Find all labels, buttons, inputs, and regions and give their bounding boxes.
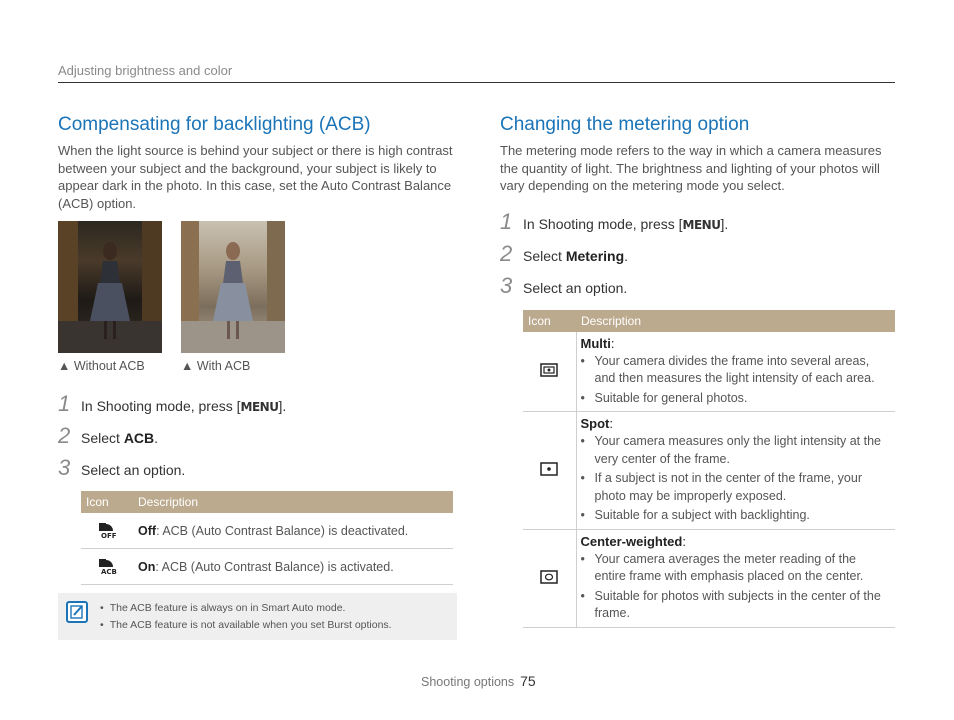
step-1 xyxy=(58,391,458,423)
option-on-desc: : ACB (Auto Contrast Balance) is activated. xyxy=(155,559,394,574)
note-icon xyxy=(66,601,88,623)
caption-with-acb: ▲ With ACB xyxy=(181,359,251,373)
step-2 xyxy=(58,423,458,455)
acb-steps xyxy=(58,391,458,487)
step-number: 3 xyxy=(500,272,513,298)
bullet-text: Your camera measures only the light intensity at the very center of the frame. xyxy=(594,434,881,466)
metering-steps xyxy=(500,209,895,305)
menu-key: MENU xyxy=(682,217,721,232)
list-item: • Your camera averages the meter reading of the entire frame with emphasis placed on the center. xyxy=(581,551,891,586)
option-off-desc: : ACB (Auto Contrast Balance) is deactivated. xyxy=(156,523,409,538)
photo-with-acb xyxy=(181,221,285,373)
without-acb-image xyxy=(58,221,162,353)
table-row: Center-weighted: • Your camera averages the meter reading of the entire frame with emphasis placed on the center. • Suitable for photos with subjects in the center of the frame. xyxy=(523,529,895,627)
section-header: Adjusting brightness and color xyxy=(58,63,233,78)
column-header-description: Description xyxy=(576,310,895,332)
option-name: Metering xyxy=(565,247,625,264)
svg-text:OFF: OFF xyxy=(101,532,117,539)
step-text: In Shooting mode, press [ xyxy=(81,398,241,414)
header-divider xyxy=(58,82,895,83)
list-item: • Suitable for photos with subjects in the center of the frame. xyxy=(581,588,891,623)
option-name: ACB xyxy=(123,430,155,446)
step-number: 2 xyxy=(58,423,71,448)
table-row xyxy=(81,549,453,585)
option-on-label: On xyxy=(138,559,156,574)
column-header-icon: Icon xyxy=(523,310,576,332)
step-text: Select an option. xyxy=(81,462,186,478)
column-header-icon: Icon xyxy=(81,491,133,513)
acb-title: Compensating for backlighting (ACB) xyxy=(58,114,371,135)
page-footer xyxy=(421,673,536,689)
note-list xyxy=(100,600,392,634)
mode-name: Center-weighted xyxy=(580,533,683,549)
list-item: • Suitable for a subject with backlighting. xyxy=(581,507,891,525)
list-item: • Your camera divides the frame into several areas, and then measures the light intensity of each area. xyxy=(581,353,891,388)
sample-photos xyxy=(58,221,458,373)
bullet-text: Your camera divides the frame into several areas, and then measures the light intensity of each area. xyxy=(594,353,875,385)
mode-name: Spot xyxy=(580,416,610,431)
metering-options-table xyxy=(523,310,895,628)
footer-section-label: Shooting options xyxy=(421,675,515,689)
page-number: 75 xyxy=(520,673,536,689)
acb-off-icon xyxy=(96,528,118,542)
step-text-end: . xyxy=(154,430,159,446)
metering-intro: The metering mode refers to the way in which a camera measures the quantity of light. The brightness and lighting of your photos will vary depending on the metering mode you select. xyxy=(500,143,882,193)
step-text-end: ]. xyxy=(720,215,729,232)
caption-without-acb: ▲ Without ACB xyxy=(58,359,145,373)
step-text-end: ]. xyxy=(278,398,287,414)
with-acb-image xyxy=(181,221,285,353)
list-item: • Your camera measures only the light intensity at the very center of the frame. xyxy=(581,433,891,468)
svg-text:ACB: ACB xyxy=(101,568,117,575)
step-number: 3 xyxy=(58,455,71,480)
list-item: • If a subject is not in the center of the frame, your photo may be improperly exposed. xyxy=(581,470,891,505)
step-text: Select an option. xyxy=(523,279,628,296)
step-1 xyxy=(500,209,895,241)
bullet-text: Suitable for a subject with backlighting. xyxy=(594,508,810,522)
step-text: In Shooting mode, press [ xyxy=(523,215,683,232)
bullet-text: Suitable for photos with subjects in the center of the frame. xyxy=(594,588,881,620)
photo-without-acb xyxy=(58,221,162,373)
note-box xyxy=(58,593,457,640)
acb-section xyxy=(58,114,458,585)
step-number: 1 xyxy=(500,208,513,234)
acb-on-icon xyxy=(96,564,118,578)
metering-title: Changing the metering option xyxy=(500,114,750,135)
table-row: Spot: • Your camera measures only the light intensity at the very center of the frame. • If a subject is not in the center of the frame, your photo may be improperly exposed. • Suitable for a subject with backlighting. xyxy=(523,412,895,530)
mode-name: Multi xyxy=(580,335,611,351)
step-3 xyxy=(58,455,458,487)
step-number: 1 xyxy=(58,391,71,416)
step-3 xyxy=(500,273,895,305)
table-row: Multi: • Your camera divides the frame into several areas, and then measures the light intensity of each area. • Suitable for general photos. xyxy=(523,332,895,412)
step-number: 2 xyxy=(500,240,513,266)
bullet-text: Your camera averages the meter reading of the entire frame with emphasis placed on the center. xyxy=(594,551,864,583)
acb-options-table xyxy=(81,491,453,585)
step-text: Select xyxy=(523,247,566,264)
center-weighted-metering-icon xyxy=(540,573,558,587)
step-text-end: . xyxy=(624,247,629,264)
step-2 xyxy=(500,241,895,273)
step-text: Select xyxy=(81,430,124,446)
menu-key: MENU xyxy=(240,400,279,414)
bullet-text: Suitable for general photos. xyxy=(594,390,748,405)
note-item: • The ACB feature is not available when you set Burst options. xyxy=(100,617,392,634)
option-off-label: Off xyxy=(138,523,157,538)
acb-intro: When the light source is behind your subject or there is high contrast between your subject and the background, your subject is likely to appear dark in the photo. In this case, set the Auto Contrast Balance (ACB) option. xyxy=(58,143,453,211)
spot-metering-icon xyxy=(540,465,558,479)
note-item: • The ACB feature is always on in Smart Auto mode. xyxy=(100,600,392,617)
metering-section xyxy=(500,114,895,628)
column-header-description: Description xyxy=(133,491,453,513)
list-item: • Suitable for general photos. xyxy=(581,390,891,408)
table-row xyxy=(81,513,453,549)
multi-metering-icon xyxy=(540,366,558,380)
bullet-text: If a subject is not in the center of the frame, your photo may be improperly exposed. xyxy=(594,471,862,503)
